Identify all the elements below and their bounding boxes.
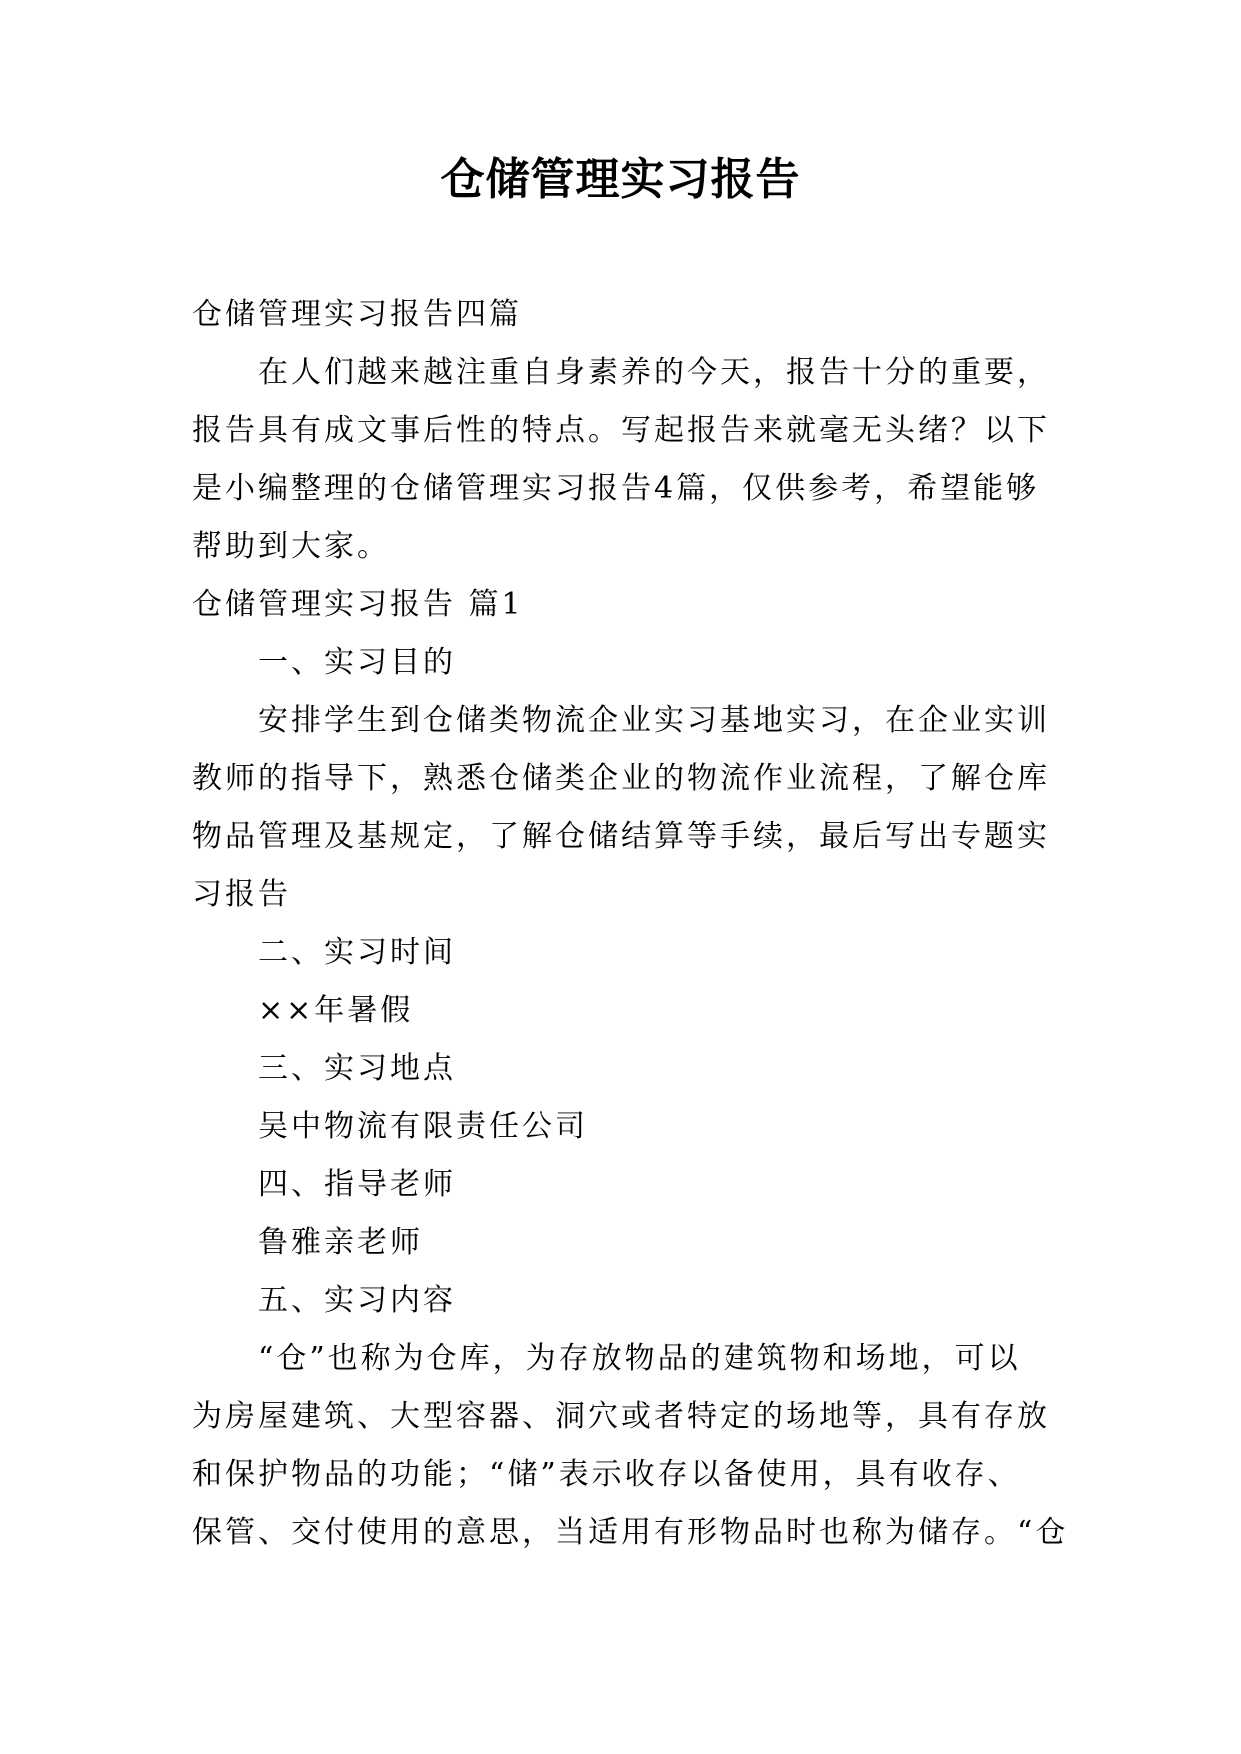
text-line: 一、实习目的 bbox=[258, 645, 456, 680]
purpose-paragraph-continued bbox=[192, 750, 1072, 924]
text-line: 保管、交付使用的意思，当适用有形物品时也称为储存。“仓 bbox=[192, 1515, 1069, 1550]
time-value bbox=[192, 982, 1072, 1040]
purpose-paragraph bbox=[192, 692, 1072, 750]
text-line: 安排学生到仓储类物流企业实习基地实习，在企业实训 bbox=[258, 703, 1050, 738]
text-line: 帮助到大家。 bbox=[192, 529, 390, 564]
content-paragraph bbox=[192, 1330, 1072, 1388]
text-line: 二、实习时间 bbox=[258, 935, 456, 970]
subheading-purpose bbox=[192, 634, 1072, 692]
text-line: 物品管理及基规定，了解仓储结算等手续，最后写出专题实 bbox=[192, 819, 1050, 854]
text-line: 为房屋建筑、大型容器、洞穴或者特定的场地等，具有存放 bbox=[192, 1399, 1050, 1434]
intro-paragraph bbox=[192, 344, 1072, 402]
text-line: 在人们越来越注重自身素养的今天，报告十分的重要， bbox=[258, 355, 1050, 390]
section-heading bbox=[192, 576, 1072, 634]
content-paragraph-continued bbox=[192, 1388, 1072, 1562]
subheading-location bbox=[192, 1040, 1072, 1098]
text-line: 五、实习内容 bbox=[258, 1283, 456, 1318]
text-line: 习报告 bbox=[192, 877, 291, 912]
subheading-teacher bbox=[192, 1156, 1072, 1214]
text-line: 和保护物品的功能；“储”表示收存以备使用，具有收存、 bbox=[192, 1457, 1021, 1492]
intro-paragraph-continued bbox=[192, 402, 1072, 576]
text-line: 吴中物流有限责任公司 bbox=[258, 1109, 588, 1144]
subheading-content bbox=[192, 1272, 1072, 1330]
document-body bbox=[192, 286, 1072, 1562]
subtitle-line bbox=[192, 286, 1072, 344]
text-line: 报告具有成文事后性的特点。写起报告来就毫无头绪？以下 bbox=[192, 413, 1050, 448]
text-line: 三、实习地点 bbox=[258, 1051, 456, 1086]
text-line: 鲁雅亲老师 bbox=[258, 1225, 423, 1260]
text-line: 仓储管理实习报告 篇1 bbox=[192, 587, 524, 622]
text-line: ××年暑假 bbox=[258, 993, 414, 1028]
text-line: 仓储管理实习报告四篇 bbox=[192, 297, 522, 332]
document-title: 仓储管理实习报告 bbox=[440, 154, 801, 205]
subheading-time bbox=[192, 924, 1072, 982]
text-line: 是小编整理的仓储管理实习报告4篇，仅供参考，希望能够 bbox=[192, 471, 1040, 506]
text-line: “仓”也称为仓库，为存放物品的建筑物和场地，可以 bbox=[258, 1341, 1021, 1376]
teacher-value bbox=[192, 1214, 1072, 1272]
location-value bbox=[192, 1098, 1072, 1156]
text-line: 四、指导老师 bbox=[258, 1167, 456, 1202]
text-line: 教师的指导下，熟悉仓储类企业的物流作业流程，了解仓库 bbox=[192, 761, 1050, 796]
